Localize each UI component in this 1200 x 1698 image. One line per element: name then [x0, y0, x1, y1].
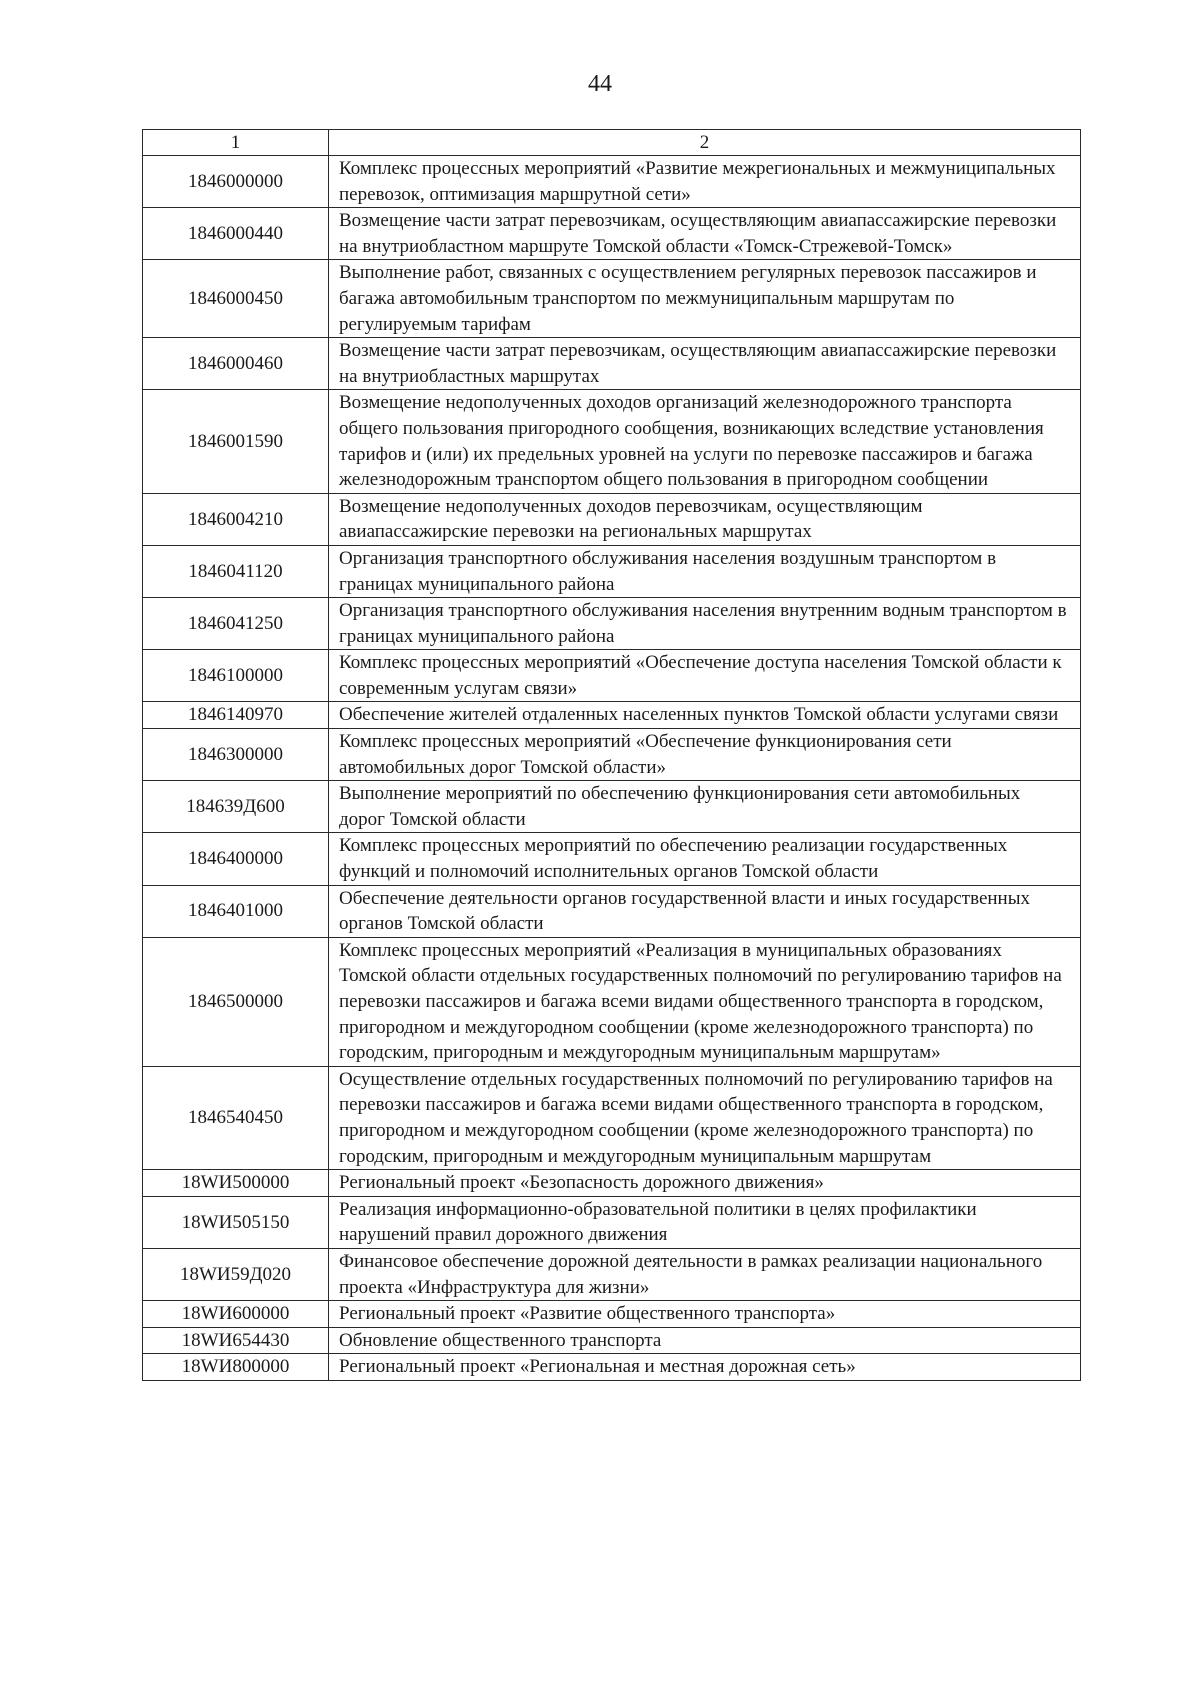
table-row: [143, 1301, 1081, 1328]
row-code: 1846500000: [143, 937, 329, 1066]
column-header-code: 1: [143, 130, 329, 156]
table-header-row: [143, 130, 1081, 156]
row-description: Комплекс процессных мероприятий «Развитие межрегиональных и межмуниципальных перевозок, оптимизация маршрутной сети»: [329, 156, 1081, 208]
row-code: 1846540450: [143, 1066, 329, 1169]
row-description: Региональный проект «Развитие общественного транспорта»: [329, 1301, 1081, 1328]
row-code: 18WИ654430: [143, 1327, 329, 1354]
table-row: [143, 156, 1081, 208]
table-row: [143, 885, 1081, 937]
row-code: 18WИ505150: [143, 1196, 329, 1248]
row-description: Обеспечение жителей отдаленных населенных пунктов Томской области услугами связи: [329, 702, 1081, 729]
row-code: 18WИ59Д020: [143, 1248, 329, 1300]
row-description: Реализация информационно-образовательной политики в целях профилактики нарушений правил дорожного движения: [329, 1196, 1081, 1248]
row-description: Выполнение работ, связанных с осуществлением регулярных перевозок пассажиров и багажа автомобильным транспортом по межмуниципальным маршрутам по регулируемым тарифам: [329, 260, 1081, 338]
table-row: [143, 937, 1081, 1066]
row-description: Комплекс процессных мероприятий «Обеспечение доступа населения Томской области к современным услугам связи»: [329, 650, 1081, 702]
row-code: 1846004210: [143, 493, 329, 545]
table-row: [143, 1196, 1081, 1248]
table-row: [143, 702, 1081, 729]
table-row: [143, 729, 1081, 781]
row-description: Организация транспортного обслуживания населения воздушным транспортом в границах муниципального района: [329, 545, 1081, 597]
table-row: [143, 650, 1081, 702]
row-description: Комплекс процессных мероприятий «Обеспечение функционирования сети автомобильных дорог Томской области»: [329, 729, 1081, 781]
row-description: Комплекс процессных мероприятий «Реализация в муниципальных образованиях Томской области отдельных государственных полномочий по регулированию тарифов на перевозки пассажиров и багажа всеми видами общественного транспорта в городском, пригородном и междугородном сообщении (кроме железнодорожного транспорта) по городским, пригородным и междугородным муниципальным маршрутам»: [329, 937, 1081, 1066]
row-code: 1846001590: [143, 390, 329, 493]
row-code: 1846000440: [143, 208, 329, 260]
table-row: [143, 493, 1081, 545]
row-description: Осуществление отдельных государственных полномочий по регулированию тарифов на перевозки пассажиров и багажа всеми видами общественного транспорта в городском, пригородном и междугородном сообщении (кроме железнодорожного транспорта) по городским, пригородным и междугородным муниципальным маршрутам: [329, 1066, 1081, 1169]
row-code: 1846300000: [143, 729, 329, 781]
table-row: [143, 1170, 1081, 1197]
row-code: 1846401000: [143, 885, 329, 937]
table-row: [143, 1248, 1081, 1300]
row-code: 18WИ600000: [143, 1301, 329, 1328]
row-code: 1846000450: [143, 260, 329, 338]
table-row: [143, 338, 1081, 390]
column-header-name: 2: [329, 130, 1081, 156]
table-row: [143, 1327, 1081, 1354]
budget-classification-table: [142, 129, 1081, 1381]
row-description: Региональный проект «Безопасность дорожного движения»: [329, 1170, 1081, 1197]
row-description: Региональный проект «Региональная и местная дорожная сеть»: [329, 1354, 1081, 1381]
page-number: 44: [588, 71, 612, 97]
table-row: [143, 598, 1081, 650]
table-row: [143, 781, 1081, 833]
row-code: 18WИ800000: [143, 1354, 329, 1381]
row-code: 184639Д600: [143, 781, 329, 833]
row-description: Возмещение недополученных доходов организаций железнодорожного транспорта общего пользования пригородного сообщения, возникающих вследствие установления тарифов и (или) их предельных уровней на услуги по перевозке пассажиров и багажа железнодорожным транспортом общего пользования в пригородном сообщении: [329, 390, 1081, 493]
table-row: [143, 545, 1081, 597]
row-description: Комплекс процессных мероприятий по обеспечению реализации государственных функций и полномочий исполнительных органов Томской области: [329, 833, 1081, 885]
row-description: Обновление общественного транспорта: [329, 1327, 1081, 1354]
table-row: [143, 260, 1081, 338]
table-row: [143, 1354, 1081, 1381]
row-code: 1846000000: [143, 156, 329, 208]
row-description: Организация транспортного обслуживания населения внутренним водным транспортом в границах муниципального района: [329, 598, 1081, 650]
row-code: 1846041120: [143, 545, 329, 597]
row-code: 1846000460: [143, 338, 329, 390]
table-row: [143, 833, 1081, 885]
row-description: Финансовое обеспечение дорожной деятельности в рамках реализации национального проекта «Инфраструктура для жизни»: [329, 1248, 1081, 1300]
row-code: 1846041250: [143, 598, 329, 650]
table-row: [143, 1066, 1081, 1169]
row-description: Возмещение части затрат перевозчикам, осуществляющим авиапассажирские перевозки на внутриобластных маршрутах: [329, 338, 1081, 390]
row-description: Возмещение части затрат перевозчикам, осуществляющим авиапассажирские перевозки на внутриобластном маршруте Томской области «Томск-Стрежевой-Томск»: [329, 208, 1081, 260]
row-description: Выполнение мероприятий по обеспечению функционирования сети автомобильных дорог Томской области: [329, 781, 1081, 833]
row-code: 1846400000: [143, 833, 329, 885]
row-description: Возмещение недополученных доходов перевозчикам, осуществляющим авиапассажирские перевозки на региональных маршрутах: [329, 493, 1081, 545]
row-code: 1846140970: [143, 702, 329, 729]
table-row: [143, 390, 1081, 493]
row-code: 18WИ500000: [143, 1170, 329, 1197]
row-code: 1846100000: [143, 650, 329, 702]
table-row: [143, 208, 1081, 260]
row-description: Обеспечение деятельности органов государственной власти и иных государственных органов Томской области: [329, 885, 1081, 937]
